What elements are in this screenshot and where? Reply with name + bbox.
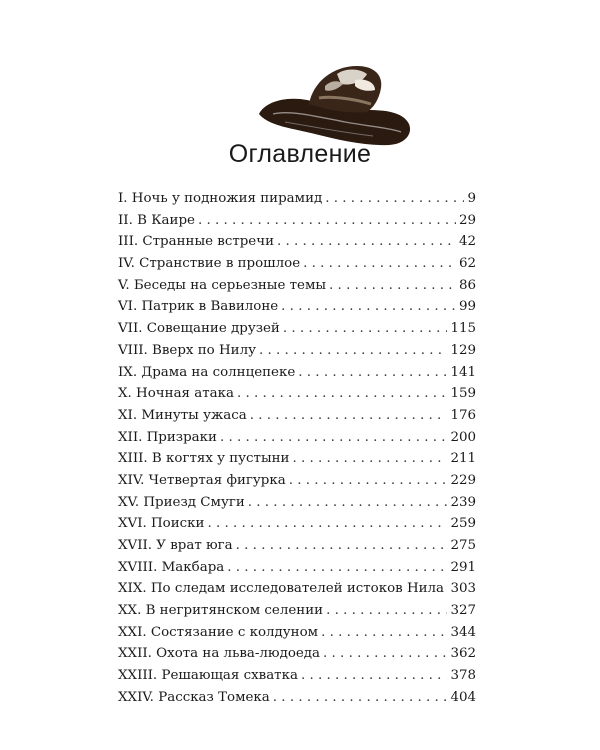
toc-entry-label: XX. В негритянском селении: [118, 603, 324, 619]
toc-entry-page: 129: [450, 342, 476, 358]
toc-entry-label: II. В Каире: [118, 212, 195, 228]
toc-entry-page: 200: [450, 429, 476, 445]
toc-entry[interactable]: [118, 362, 476, 384]
toc-leader-dots: [323, 643, 447, 665]
toc-leader-dots: [329, 275, 456, 297]
toc-leader-dots: [250, 405, 448, 427]
toc-entry-page: 327: [450, 603, 476, 619]
toc-leader-dots: [292, 448, 447, 470]
toc-entry[interactable]: [118, 427, 476, 449]
toc-entry-label: XVII. У врат юга: [118, 538, 233, 553]
toc-entry-page: 62: [458, 256, 476, 272]
toc-entry-label: VI. Патрик в Вавилоне: [118, 299, 279, 315]
toc-entry-label: XXIV. Рассказ Томека: [118, 689, 270, 705]
toc-entry-page: 362: [450, 646, 476, 662]
toc-leader-dots: [259, 340, 447, 362]
toc-leader-dots: [236, 535, 448, 557]
toc-entry[interactable]: [118, 643, 476, 665]
toc-entry-page: 9: [467, 191, 476, 206]
toc-entry-page: 275: [450, 538, 476, 553]
toc-entry[interactable]: [118, 600, 476, 622]
toc-entry-page: 378: [450, 668, 476, 684]
toc-entry-page: 42: [458, 234, 476, 250]
toc-leader-dots: [326, 600, 447, 622]
toc-entry-label: III. Странные встречи: [118, 234, 274, 250]
toc-entry[interactable]: [118, 513, 476, 535]
toc-entry-label: XXIII. Решающая схватка: [118, 668, 298, 684]
toc-entry-label: XIV. Четвертая фигурка: [118, 472, 286, 488]
toc-entry-page: 303: [450, 581, 476, 597]
toc-entry-label: IX. Драма на солнцепеке: [118, 364, 296, 380]
toc-entry-page: 344: [450, 624, 476, 640]
toc-entry[interactable]: [118, 448, 476, 470]
toc-leader-dots: [303, 253, 456, 275]
toc-leader-dots: [289, 470, 448, 492]
toc-entry-page: 239: [450, 494, 476, 510]
toc-entry-page: 404: [450, 689, 476, 705]
toc-leader-dots: [277, 231, 456, 253]
toc-entry-page: 29: [458, 212, 476, 228]
toc-entry-label: I. Ночь у подножия пирамид: [118, 191, 323, 206]
toc-entry-page: 259: [450, 516, 476, 532]
table-of-contents: [118, 188, 476, 709]
toc-entry[interactable]: [118, 296, 476, 318]
toc-entry[interactable]: [118, 188, 476, 210]
toc-entry[interactable]: [118, 210, 476, 232]
toc-entry[interactable]: [118, 231, 476, 253]
toc-entry-label: X. Ночная атака: [118, 386, 234, 402]
toc-entry-page: 229: [450, 472, 476, 488]
toc-leader-dots: [281, 296, 456, 318]
toc-entry-label: XXI. Состязание с колдуном: [118, 624, 319, 640]
toc-entry-label: XVI. Поиски: [118, 516, 205, 532]
toc-entry-label: XV. Приезд Смуги: [118, 494, 245, 510]
toc-entry-label: VIII. Вверх по Нилу: [118, 342, 256, 358]
toc-entry-page: 86: [458, 277, 476, 293]
toc-entry-label: XI. Минуты ужаса: [118, 407, 247, 423]
toc-entry-label: XIX. По следам исследователей истоков Нила: [118, 581, 445, 597]
toc-leader-dots: [220, 427, 447, 449]
toc-entry-label: V. Беседы на серьезные темы: [118, 277, 327, 293]
toc-entry[interactable]: [118, 340, 476, 362]
toc-leader-dots: [207, 513, 447, 535]
toc-entry[interactable]: [118, 470, 476, 492]
toc-entry[interactable]: [118, 687, 476, 709]
toc-entry[interactable]: [118, 383, 476, 405]
toc-entry[interactable]: [118, 405, 476, 427]
toc-leader-dots: [198, 210, 456, 232]
toc-entry[interactable]: [118, 253, 476, 275]
toc-entry-page: 176: [450, 407, 476, 423]
toc-entry[interactable]: [118, 578, 476, 600]
toc-entry-page: 291: [450, 559, 476, 575]
toc-entry-page: 211: [450, 451, 476, 467]
toc-leader-dots: [227, 557, 447, 579]
toc-leader-dots: [283, 318, 448, 340]
toc-entry[interactable]: [118, 557, 476, 579]
toc-leader-dots: [248, 492, 448, 514]
toc-leader-dots: [273, 687, 448, 709]
toc-entry-label: XIII. В когтях у пустыни: [118, 451, 290, 467]
toc-entry-label: XVIII. Макбара: [118, 559, 225, 575]
hat-icon: [255, 52, 415, 152]
toc-leader-dots: [301, 665, 447, 687]
toc-entry[interactable]: [118, 318, 476, 340]
toc-entry-page: 99: [458, 299, 476, 315]
toc-entry-page: 115: [450, 321, 476, 337]
toc-leader-dots: [325, 188, 464, 210]
toc-entry-label: IV. Странствие в прошлое: [118, 256, 301, 272]
toc-entry-label: XXII. Охота на льва-людоеда: [118, 646, 321, 662]
toc-entry[interactable]: [118, 535, 476, 557]
toc-entry-page: 159: [450, 386, 476, 402]
toc-entry[interactable]: [118, 622, 476, 644]
toc-leader-dots: [298, 362, 447, 384]
toc-entry[interactable]: [118, 492, 476, 514]
toc-entry-label: VII. Совещание друзей: [118, 321, 280, 337]
toc-entry-label: XII. Призраки: [118, 429, 217, 445]
page-title: Оглавление: [228, 140, 372, 168]
toc-leader-dots: [321, 622, 447, 644]
toc-entry-page: 141: [450, 364, 476, 380]
toc-leader-dots: [237, 383, 447, 405]
toc-entry[interactable]: [118, 665, 476, 687]
toc-entry[interactable]: [118, 275, 476, 297]
